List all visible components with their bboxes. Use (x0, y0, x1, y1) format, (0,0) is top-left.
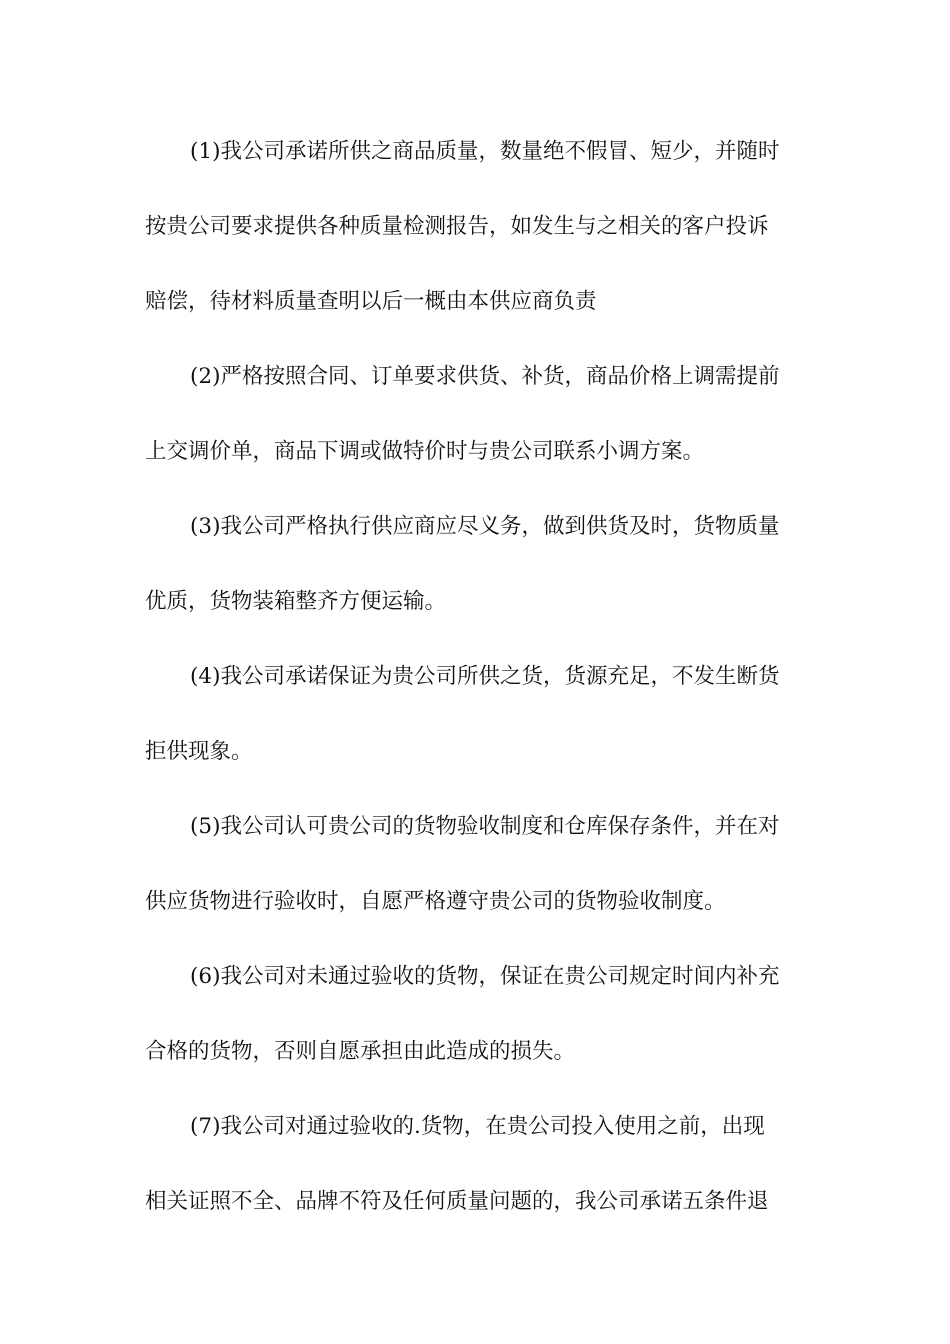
clause-2-line-2: 上交调价单，商品下调或做特价时与贵公司联系小调方案。 (145, 439, 705, 464)
clause-7-line-1: (7)我公司对通过验收的.货物，在贵公司投入使用之前，出现 (190, 1114, 765, 1139)
clause-5-line-2: 供应货物进行验收时，自愿严格遵守贵公司的货物验收制度。 (145, 889, 726, 914)
clause-3-line-2: 优质，货物装箱整齐方便运输。 (145, 589, 447, 614)
clause-6-line-2: 合格的货物，否则自愿承担由此造成的损失。 (145, 1039, 576, 1064)
clause-1-line-3: 赔偿，待材料质量查明以后一概由本供应商负责 (145, 289, 597, 314)
clause-3-line-1: (3)我公司严格执行供应商应尽义务，做到供货及时，货物质量 (190, 514, 780, 539)
clause-1-line-2: 按贵公司要求提供各种质量检测报告，如发生与之相关的客户投诉 (145, 214, 769, 239)
clause-1-line-1: (1)我公司承诺所供之商品质量，数量绝不假冒、短少，并随时 (190, 139, 780, 164)
clause-2-line-1: (2)严格按照合同、订单要求供货、补货，商品价格上调需提前 (190, 364, 780, 389)
clause-6-line-1: (6)我公司对未通过验收的货物，保证在贵公司规定时间内补充 (190, 964, 780, 989)
clause-4-line-1: (4)我公司承诺保证为贵公司所供之货，货源充足，不发生断货 (190, 664, 780, 689)
clause-4-line-2: 拒供现象。 (145, 739, 253, 764)
clause-5-line-1: (5)我公司认可贵公司的货物验收制度和仓库保存条件，并在对 (190, 814, 780, 839)
clause-7-line-2: 相关证照不全、品牌不符及任何质量问题的，我公司承诺五条件退 (145, 1189, 769, 1214)
